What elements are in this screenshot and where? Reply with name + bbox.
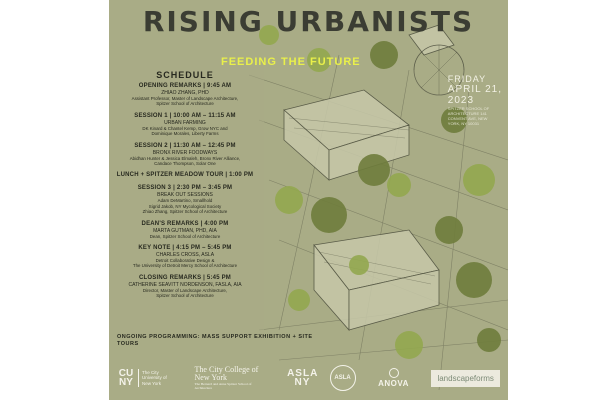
session-headline: CHARLES CROSS, ASLA [155,252,215,259]
session-headline: BRONX RIVER FOODWAYS [152,149,218,156]
session-detail: DK Kinard & Chantel Kemp, Grow NYC and [142,125,228,131]
session-title: DEAN'S REMARKS | 4:00 PM [141,220,229,227]
schedule-block [115,112,255,137]
session-detail: Adam DeMartino, Smallhold [157,198,213,204]
session-headline: CATHERINE SEAVITT NORDENSON, FASLA, AIA [128,281,242,288]
session-detail: Director, Master of Landscape Architecture, [142,287,228,293]
sponsor-logos [109,356,508,400]
schedule-block [115,82,255,107]
schedule-block [115,244,255,269]
schedule-block [115,142,255,167]
session-detail: The University of Detroit Mercy School of Architecture [132,263,238,269]
session-detail: Spitzer School of Architecture [156,293,214,299]
ccny-logo [195,366,265,390]
session-title: KEY NOTE | 4:15 PM – 5:45 PM [138,245,232,252]
schedule-block [115,274,255,299]
asla-badge-logo: ASLA [330,365,356,391]
cuny-mark: CU NY [117,369,139,387]
session-title: SESSION 2 | 11:30 AM – 12:45 PM [134,142,236,149]
date-line-2: 2023 [447,95,475,106]
anova-name: ANOVA [378,379,409,388]
session-title: SESSION 3 | 2:30 PM – 3:45 PM [137,185,233,192]
session-title: SESSION 1 | 10:00 AM – 11:15 AM [134,112,236,119]
asla-ny-logo: ASLA NY [287,368,319,388]
landscapeforms-logo: landscapeforms [431,370,499,387]
event-date [448,74,502,126]
cuny-name: The City University of New York [142,369,167,386]
session-detail: Dean, Spitzer School of Architecture [149,233,221,239]
cuny-logo [117,369,172,387]
poster-subtitle: FEEDING THE FUTURE [221,56,361,68]
schedule-block [115,171,255,179]
session-detail: Detroit Collaborative Design & [155,258,215,264]
session-headline: ZHIAO ZHANG, PHD [161,90,209,96]
session-detail: Abidhan Hunter & Jessica Elmaleh, Bronx River Alliance, [129,155,241,161]
schedule-heading: SCHEDULE [156,70,214,80]
ccny-name: The City College of New York [194,365,259,382]
session-detail: Assistant Professor, Master of Landscape Architecture, [131,96,239,101]
date-line-1: APRIL 21, [447,84,502,95]
session-title: CLOSING REMARKS | 5:45 PM [138,274,232,281]
ongoing-programming: ONGOING PROGRAMMING: MASS SUPPORT EXHIBITION + SITE TOURS [117,334,313,347]
session-headline: BREAK OUT SESSIONS [157,192,213,199]
session-detail: Zhiao Zhang, Spitzer School of Architecture [142,209,228,215]
anova-icon [389,368,399,378]
session-detail: Sigrid Jakob, NY Mycological Society [148,203,222,209]
schedule [115,70,255,304]
anova-logo [378,368,409,388]
ccny-subname: The Bernard and Anne Spitzer School of Architecture [194,382,252,390]
schedule-block [115,184,255,214]
session-title: OPENING REMARKS | 9:45 AM [138,83,232,89]
date-day: FRIDAY [447,74,487,84]
event-poster [109,0,508,400]
schedule-block [115,220,255,239]
venue-address: SPITZER SCHOOL OF ARCHITECTURE 141 CONVENT AVE, NEW YORK, NY 10031 [447,106,490,126]
session-headline: URBAN FARMING [164,119,206,126]
session-detail: Spitzer School of Architecture [156,101,214,107]
session-title: LUNCH + SPITZER MEADOW TOUR | 1:00 PM [116,172,254,179]
session-detail: Dominique Morales, Liberty Farms [151,131,219,137]
session-detail: Candace Thompson, Solar One [154,161,216,167]
poster-title: RISING URBANISTS [142,5,475,38]
session-headline: MARTA GUTMAN, PHD, AIA [153,227,217,234]
